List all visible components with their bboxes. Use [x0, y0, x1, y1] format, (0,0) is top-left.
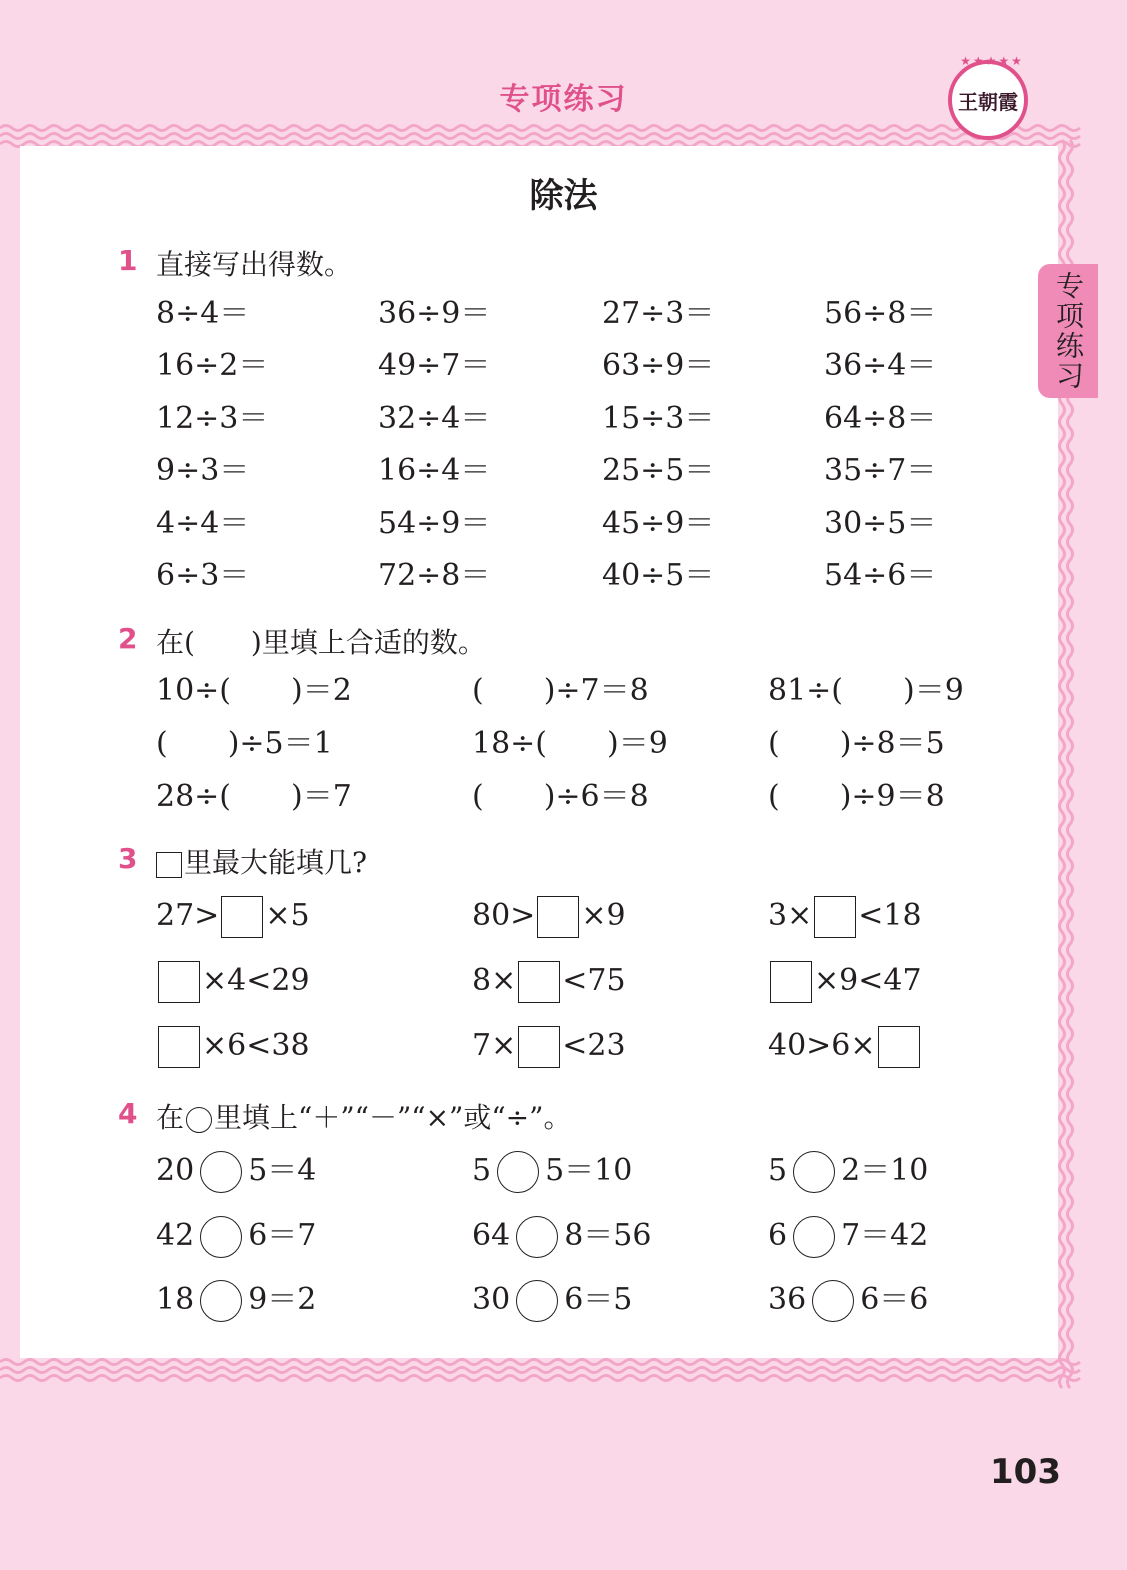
expr-right: ×5 — [265, 898, 310, 933]
division-item: 40÷5＝ — [602, 558, 715, 593]
operand-right: 5＝4 — [248, 1153, 317, 1188]
operand-left: 20 — [156, 1153, 195, 1188]
operator-circle[interactable] — [200, 1216, 242, 1258]
division-item: 6÷3＝ — [156, 558, 250, 593]
expr-right: <75 — [562, 963, 626, 998]
fill-blank-item[interactable]: ( )÷9＝8 — [768, 779, 945, 814]
division-item: 15÷3＝ — [602, 400, 715, 436]
fill-blank-item[interactable]: 10÷( )＝2 — [156, 673, 352, 708]
division-item: 63÷9＝ — [602, 348, 715, 384]
division-item: 56÷8＝ — [824, 296, 937, 331]
question-4-instruction — [156, 1096, 571, 1136]
operand-right: 5＝10 — [545, 1153, 633, 1188]
division-item: 36÷9＝ — [378, 296, 491, 331]
fill-blank-item[interactable]: ( )÷6＝8 — [472, 779, 649, 814]
division-item: 35÷7＝ — [824, 453, 937, 489]
expr-left: 40>6× — [768, 1028, 876, 1063]
inequality-item — [472, 896, 626, 938]
operand-right: 2＝10 — [841, 1153, 929, 1188]
division-item: 12÷3＝ — [156, 400, 269, 436]
division-item: 16÷4＝ — [378, 453, 491, 489]
operator-item — [472, 1280, 632, 1322]
fill-blank-item[interactable]: ( )÷8＝5 — [768, 726, 945, 761]
fill-blank-item[interactable]: ( )÷7＝8 — [472, 673, 649, 708]
operand-right: 7＝42 — [841, 1217, 929, 1253]
operand-right: 8＝56 — [564, 1217, 652, 1253]
expr-right: ×4<29 — [202, 963, 310, 998]
operator-item — [472, 1216, 651, 1258]
expr-left: 8× — [472, 963, 517, 998]
division-item: 49÷7＝ — [378, 348, 491, 384]
operand-left: 30 — [472, 1282, 511, 1317]
fill-blank-item[interactable]: 28÷( )＝7 — [156, 779, 352, 814]
inequality-item — [472, 961, 626, 1003]
operator-item — [156, 1151, 316, 1193]
page-title: 除法 — [529, 176, 598, 216]
fill-blank-item[interactable]: 81÷( )＝9 — [768, 673, 964, 708]
operand-left: 5 — [472, 1153, 492, 1188]
question-1-instruction: 直接写出得数。 — [156, 248, 353, 281]
question-3-instruction — [156, 841, 367, 881]
square-box-icon — [156, 852, 182, 878]
operator-circle[interactable] — [200, 1280, 242, 1322]
operator-circle[interactable] — [793, 1216, 835, 1258]
division-item: 4÷4＝ — [156, 505, 250, 541]
question-3-text: 里最大能填几? — [184, 846, 368, 879]
division-item: 32÷4＝ — [378, 400, 491, 436]
operator-circle[interactable] — [516, 1280, 558, 1322]
question-number-4: 4 — [118, 1097, 138, 1130]
expr-right: ×9<47 — [814, 963, 922, 998]
inequality-item — [768, 896, 922, 938]
division-item: 54÷9＝ — [378, 505, 491, 541]
division-item: 64÷8＝ — [824, 400, 937, 436]
division-item: 54÷6＝ — [824, 558, 937, 593]
operand-right: 9＝2 — [248, 1282, 317, 1317]
page-number: 103 — [990, 1452, 1061, 1492]
side-tab: 专项练习 — [1038, 264, 1098, 398]
question-number-1: 1 — [118, 244, 138, 277]
operator-circle[interactable] — [793, 1151, 835, 1193]
division-item: 72÷8＝ — [378, 558, 491, 593]
division-item: 25÷5＝ — [602, 453, 715, 489]
answer-box[interactable] — [878, 1026, 920, 1068]
expr-right: <23 — [562, 1028, 626, 1063]
operator-item — [768, 1151, 928, 1193]
header-title: 专项练习 — [499, 82, 628, 117]
operand-left: 6 — [768, 1217, 788, 1253]
expr-left: 7× — [472, 1028, 517, 1063]
inequality-item — [156, 961, 310, 1003]
question-4-text-post: 里填上“＋”“－”“×”或“÷”。 — [214, 1101, 572, 1134]
operator-circle[interactable] — [200, 1151, 242, 1193]
answer-box[interactable] — [221, 896, 263, 938]
expr-left: 80> — [472, 898, 536, 933]
expr-right: ×9 — [581, 898, 626, 933]
answer-box[interactable] — [518, 1026, 560, 1068]
expr-left: 27> — [156, 898, 220, 933]
answer-box[interactable] — [537, 896, 579, 938]
operand-left: 64 — [472, 1217, 511, 1253]
inequality-item — [156, 896, 310, 938]
question-number-3: 3 — [118, 842, 138, 875]
answer-box[interactable] — [518, 961, 560, 1003]
inequality-item — [768, 961, 922, 1003]
operand-left: 36 — [768, 1282, 807, 1317]
division-item: 9÷3＝ — [156, 453, 250, 489]
division-item: 16÷2＝ — [156, 348, 269, 384]
operator-circle[interactable] — [516, 1216, 558, 1258]
inequality-item — [768, 1026, 922, 1068]
answer-box[interactable] — [158, 961, 200, 1003]
operator-item — [156, 1280, 316, 1322]
operand-left: 42 — [156, 1217, 195, 1253]
operand-right: 6＝5 — [564, 1282, 633, 1317]
circle-icon — [186, 1107, 212, 1133]
answer-box[interactable] — [158, 1026, 200, 1068]
division-item: 8÷4＝ — [156, 296, 250, 331]
question-2-instruction: 在( )里填上合适的数。 — [156, 626, 486, 659]
inequality-item — [472, 1026, 626, 1068]
expr-right: <18 — [858, 898, 922, 933]
operator-item — [768, 1216, 928, 1258]
operator-circle[interactable] — [497, 1151, 539, 1193]
operand-left: 5 — [768, 1153, 788, 1188]
question-number-2: 2 — [118, 622, 138, 655]
operator-item — [156, 1216, 316, 1258]
operator-circle[interactable] — [812, 1280, 854, 1322]
operand-right: 6＝7 — [248, 1217, 317, 1253]
division-item: 30÷5＝ — [824, 505, 937, 541]
division-item: 27÷3＝ — [602, 296, 715, 331]
operator-item — [472, 1151, 632, 1193]
division-item: 45÷9＝ — [602, 505, 715, 541]
operand-left: 18 — [156, 1282, 195, 1317]
division-item: 36÷4＝ — [824, 348, 937, 384]
operator-item — [768, 1280, 928, 1322]
fill-blank-item[interactable]: 18÷( )＝9 — [472, 726, 668, 761]
answer-box[interactable] — [770, 961, 812, 1003]
stars-icon: ★★★★★ — [960, 54, 1024, 68]
answer-box[interactable] — [814, 896, 856, 938]
logo-text: 王朝霞 — [958, 89, 1018, 114]
expr-right: ×6<38 — [202, 1028, 310, 1063]
inequality-item — [156, 1026, 310, 1068]
question-4-text-pre: 在 — [156, 1101, 185, 1134]
fill-blank-item[interactable]: ( )÷5＝1 — [156, 726, 333, 761]
operand-right: 6＝6 — [860, 1282, 929, 1317]
brand-logo — [948, 54, 1028, 140]
expr-left: 3× — [768, 898, 813, 933]
